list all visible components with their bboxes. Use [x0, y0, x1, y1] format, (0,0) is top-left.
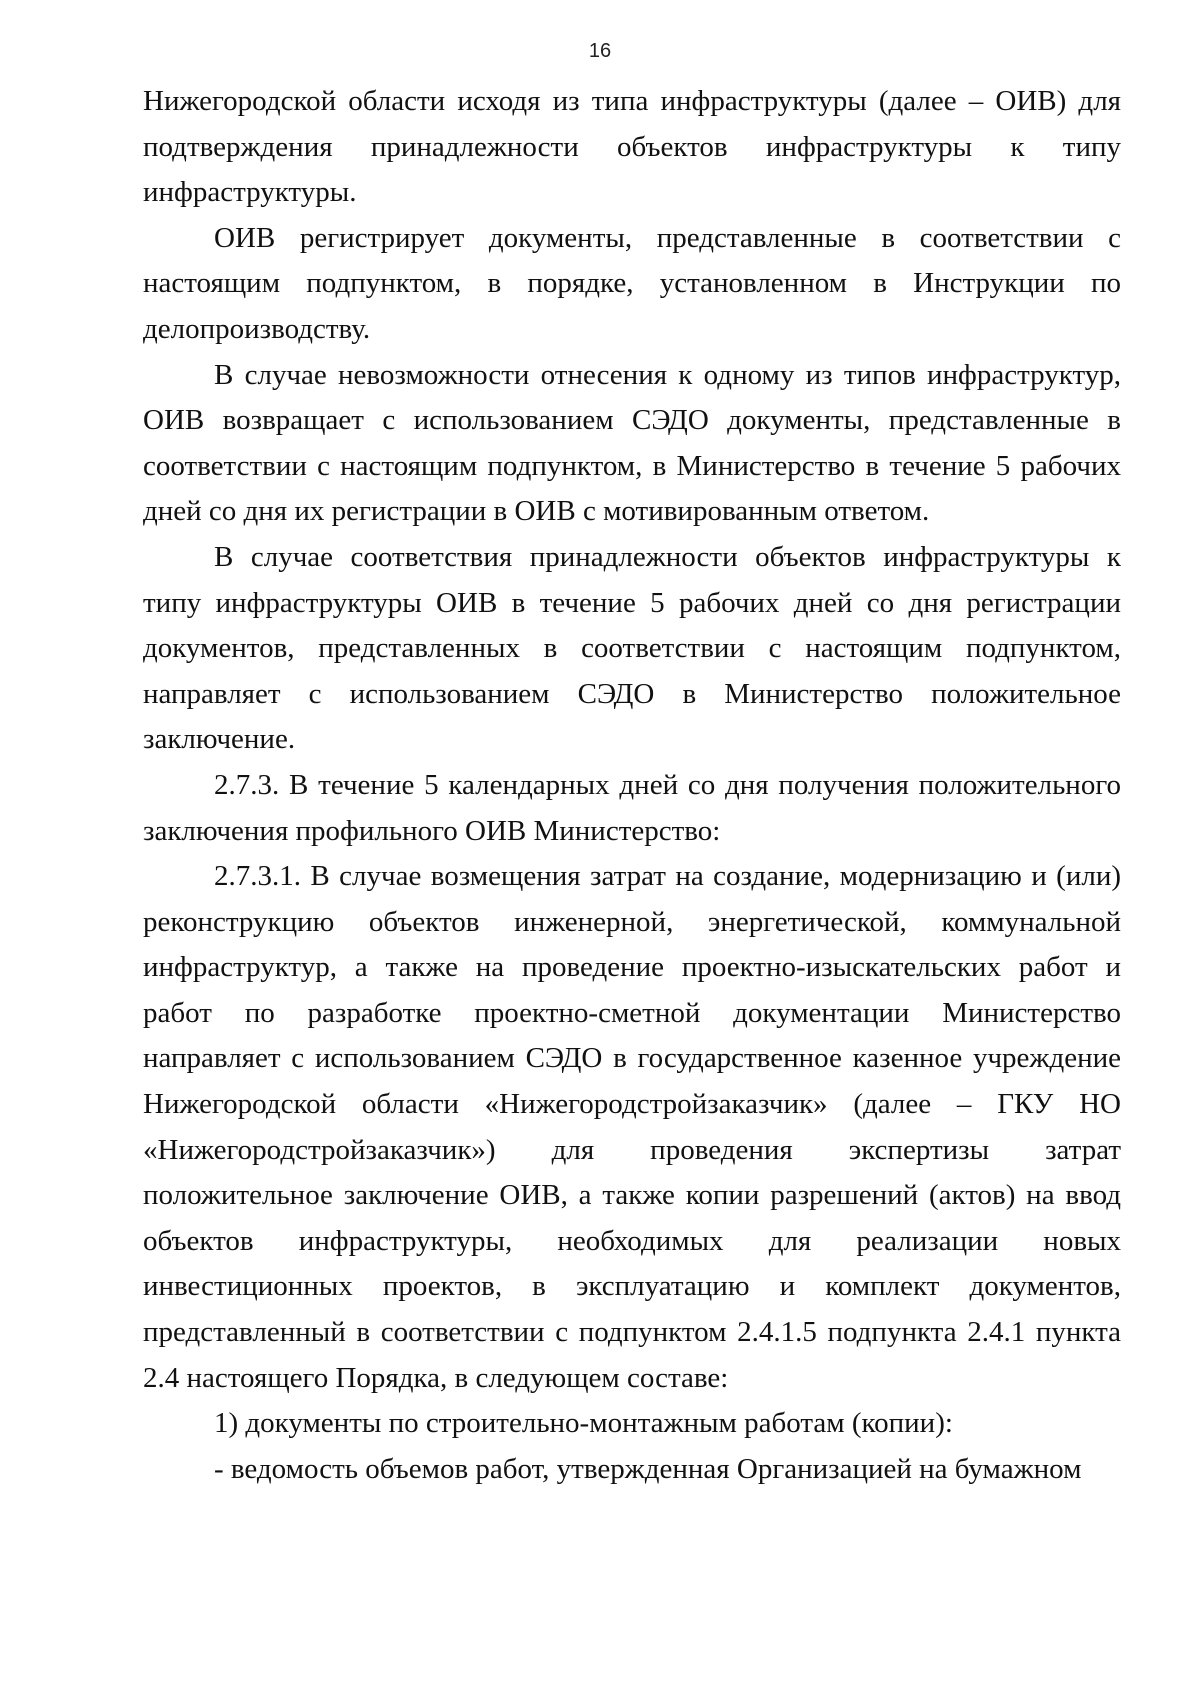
paragraph: ОИВ регистрирует документы, представленные в соответствии с настоящим подпунктом, в порядке, установленном в Инструкции по делопроизводству.	[143, 221, 1121, 345]
paragraph: Нижегородской области исходя из типа инфраструктуры (далее – ОИВ) для подтверждения принадлежности объектов инфраструктуры к типу инфраструктуры.	[143, 85, 1121, 209]
list-item: 1) документы по строительно-монтажным работам (копии):	[214, 1407, 953, 1440]
paragraph: 2.7.3. В течение 5 календарных дней со дня получения положительного заключения профильного ОИВ Министерство:	[143, 768, 1121, 847]
paragraph: 2.7.3.1. В случае возмещения затрат на создание, модернизацию и (или) реконструкцию объектов инженерной, энергетической, коммунальной инфраструктур, а также на проведение проектно-изыскательских работ и работ по разработке проектно-сметной документации Министерство направляет с использованием СЭДО в государственное казенное учреждение Нижегородской области «Нижегородстройзаказчик» (далее – ГКУ НО «Нижегородстройзаказчик») для проведения экспертизы затрат положительное заключение ОИВ, а также копии разрешений (актов) на ввод объектов инфраструктуры, необходимых для реализации новых инвестиционных проектов, в эксплуатацию и комплект документов, представленный в соответствии с подпунктом 2.4.1.5 подпункта 2.4.1 пункта 2.4 настоящего Порядка, в следующем составе:	[143, 860, 1121, 1394]
page-number: 16	[588, 40, 612, 62]
document-body	[143, 79, 1121, 1492]
list-item: - ведомость объемов работ, утвержденная Организацией на бумажном	[214, 1452, 1082, 1485]
paragraph: В случае невозможности отнесения к одному из типов инфраструктур, ОИВ возвращает с использованием СЭДО документы, представленные в соответствии с настоящим подпунктом, в Министерство в течение 5 рабочих дней со дня их регистрации в ОИВ с мотивированным ответом.	[143, 358, 1121, 528]
paragraph: В случае соответствия принадлежности объектов инфраструктуры к типу инфраструктуры ОИВ в течение 5 рабочих дней со дня регистрации документов, представленных в соответствии с настоящим подпунктом, направляет с использованием СЭДО в Министерство положительное заключение.	[143, 540, 1121, 756]
